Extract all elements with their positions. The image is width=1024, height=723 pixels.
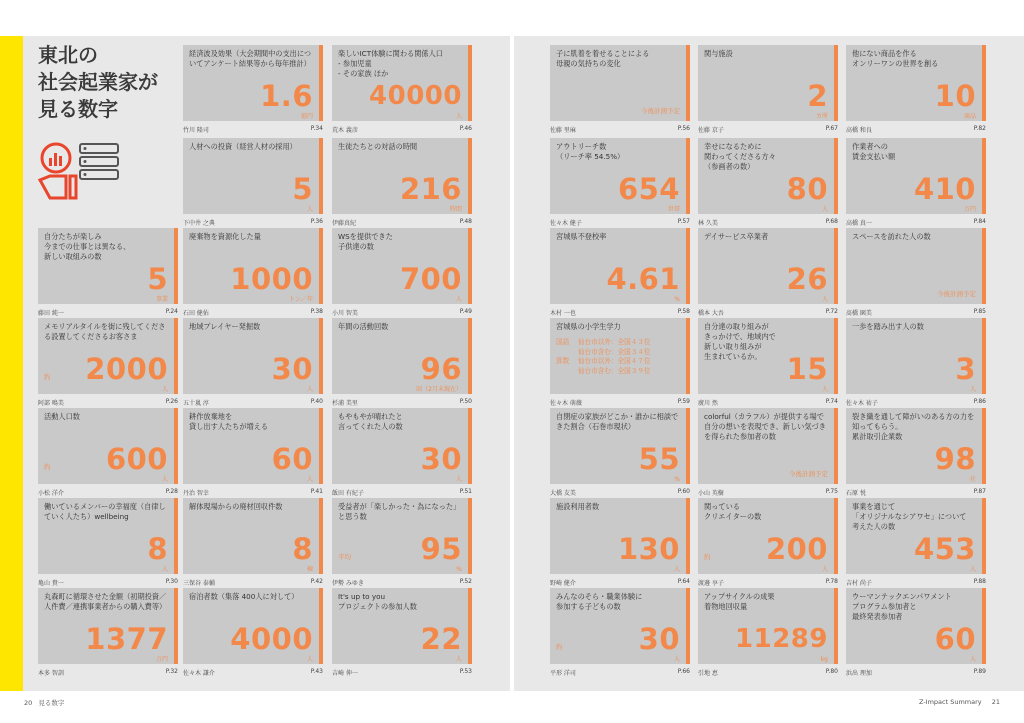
metric-unit: カ所 [815, 113, 828, 120]
metric-card [183, 138, 323, 214]
metric-card [698, 138, 838, 214]
metric-card [183, 588, 323, 664]
metric-unit: 人 [821, 566, 828, 573]
page-reference: P.43 [310, 668, 323, 675]
metric-label: 人材への投資（経営人材の採用） [189, 142, 297, 151]
metric-card [698, 588, 838, 664]
metric-value: 5 [147, 262, 168, 296]
metric-card [698, 228, 838, 304]
metric-card [550, 498, 690, 574]
page-reference: P.80 [825, 668, 838, 675]
metric-label: 生徒たちとの対話の時間 [338, 142, 418, 151]
metric-label: もやもやが晴れたと 言ってくれた人の数 [338, 412, 403, 431]
author-name: 亀山 貴一 [38, 580, 64, 587]
page-reference: P.36 [310, 218, 323, 225]
author-name: 小松 洋介 [38, 490, 64, 497]
metric-unit: 人 [673, 566, 680, 573]
metric-unit: 人 [161, 476, 168, 483]
folio-left-label: 見る数字 [38, 699, 65, 707]
page-reference: P.57 [677, 218, 690, 225]
metric-label: 受益者が「楽しかった・為になった」と思う数 [338, 502, 461, 521]
metric-value: 2000 [85, 352, 168, 386]
page-reference: P.30 [165, 578, 178, 585]
metric-card [846, 498, 986, 574]
metric-unit: 人 [969, 656, 976, 663]
metric-value: 3 [955, 352, 976, 386]
rank-text: 仙台市以外：全国４７位 [578, 357, 651, 365]
metric-label: みんなのそら・職業体験に 参加する子どもの数 [556, 592, 643, 611]
metric-prefix: 平均 [338, 553, 351, 561]
metric-label: 自分たちが楽しみ 今までの仕事とは異なる、 新しい取組みの数 [44, 232, 131, 261]
metric-value: 8 [292, 532, 313, 566]
rank-item [556, 348, 680, 358]
metric-card [38, 228, 178, 304]
rank-subject: 算数 [556, 357, 570, 365]
metric-value: 30 [420, 442, 462, 476]
rank-item [556, 338, 680, 348]
metric-value: 600 [105, 442, 168, 476]
metric-card [698, 318, 838, 394]
metric-card [698, 45, 838, 121]
page-reference: P.50 [459, 398, 472, 405]
page-reference: P.68 [825, 218, 838, 225]
author-name: 飯田 有紀子 [332, 490, 364, 497]
author-name: 高橋 真一 [846, 220, 872, 227]
metric-card [846, 318, 986, 394]
metric-unit: 人 [161, 386, 168, 393]
metric-label: スペースを訪れた人の数 [852, 232, 931, 241]
metric-card [332, 408, 472, 484]
author-name: 伊藤真紀 [332, 220, 357, 227]
metric-value: 2 [807, 79, 828, 113]
metric-unit: 人 [455, 656, 462, 663]
page-reference: P.48 [459, 218, 472, 225]
metric-card [332, 45, 472, 121]
metric-unit: 万円 [963, 206, 976, 213]
metric-card [38, 498, 178, 574]
metric-label: 宮城県の小学生学力 [556, 322, 621, 331]
metric-unit: 人 [969, 566, 976, 573]
author-name: 廣川 然 [698, 400, 718, 407]
metric-unit: 億円 [300, 113, 313, 120]
metric-prefix: 約 [704, 553, 711, 561]
metric-prefix: 約 [556, 643, 563, 651]
metric-unit: 棟 [306, 566, 313, 573]
metric-unit: 人 [306, 476, 313, 483]
metric-value: 410 [913, 172, 976, 206]
author-name: 三保谷 泰輔 [183, 580, 215, 587]
folio-left [24, 698, 64, 707]
author-name: 下中井 之典 [183, 220, 215, 227]
author-name: 小川 智美 [332, 310, 358, 317]
rank-item [556, 357, 680, 367]
metric-value: 95 [420, 532, 462, 566]
author-name: 佐々木 謙介 [183, 670, 215, 677]
metric-unit: 人 [821, 206, 828, 213]
metric-label: 子に肌着を着せることによる 母親の気持ちの変化 [556, 49, 650, 68]
page-reference: P.46 [459, 125, 472, 132]
author-name: 野崎 健介 [550, 580, 576, 587]
author-name: 佐藤 京子 [698, 127, 724, 134]
author-name: 佐藤 里麻 [550, 127, 576, 134]
metric-value: 200 [765, 532, 828, 566]
planned-note: 今後計測予定 [937, 290, 976, 298]
metric-card [183, 228, 323, 304]
metric-unit: 人 [306, 386, 313, 393]
metric-value: 15 [786, 352, 828, 386]
planned-note: 今後計測予定 [641, 107, 680, 115]
metric-prefix: 約 [44, 373, 51, 381]
metric-card [846, 228, 986, 304]
author-name: 吉崎 伸一 [332, 670, 358, 677]
folio-right-number: 21 [991, 698, 1000, 706]
page-reference: P.67 [825, 125, 838, 132]
author-name: 石田 健佑 [183, 310, 209, 317]
metric-label: 廃棄物を資源化した量 [189, 232, 261, 241]
author-name: 阿部 鳴美 [38, 400, 64, 407]
author-name: 小山 英樹 [698, 490, 724, 497]
page-reference: P.26 [165, 398, 178, 405]
folio-left-number: 20 [24, 699, 33, 707]
rank-subject: 国語 [556, 338, 570, 346]
author-name: 五十嵐 淳 [183, 400, 209, 407]
metric-card [38, 408, 178, 484]
metric-unit: 人 [161, 566, 168, 573]
rank-list [556, 338, 680, 376]
metric-label: 解体現場からの廃材回収件数 [189, 502, 283, 511]
page-reference: P.40 [310, 398, 323, 405]
metric-value: 60 [934, 622, 976, 656]
metric-label: 年間の活動回数 [338, 322, 389, 331]
metric-card [698, 498, 838, 574]
metric-unit: トン／年 [288, 296, 313, 303]
metric-value: 700 [399, 262, 462, 296]
metric-unit: 人 [821, 296, 828, 303]
metric-unit: 人 [306, 656, 313, 663]
metric-label: 関与施設 [704, 49, 733, 58]
page-reference: P.75 [825, 488, 838, 495]
metric-card [550, 228, 690, 304]
metric-unit: 人 [306, 206, 313, 213]
metric-value: 4000 [230, 622, 313, 656]
metric-label: ウーマンテックエンパワメント プログラム参加者と 最終発表参加者 [852, 592, 952, 621]
metric-card [332, 588, 472, 664]
metric-unit: 時間 [449, 206, 462, 213]
metric-label: デイサービス卒業者 [704, 232, 769, 241]
author-name: 佐々木 萌薇 [550, 400, 582, 407]
author-name: 吉村 尚子 [846, 580, 872, 587]
author-name: 大橋 友美 [550, 490, 576, 497]
metric-label: メモリアルタイルを街に残してくださる設置してくださるお客さま [44, 322, 166, 341]
metric-value: 8 [147, 532, 168, 566]
metric-card [183, 498, 323, 574]
metric-card [38, 318, 178, 394]
author-name: 引地 恵 [698, 670, 718, 677]
rank-text: 仙台市含む：全国３９位 [578, 366, 651, 375]
metric-value: 654 [617, 172, 680, 206]
author-name: 佐々木 祐子 [846, 400, 878, 407]
metric-card [183, 318, 323, 394]
metric-value: 11289 [735, 624, 828, 654]
metric-value: 1.6 [260, 79, 313, 113]
rank-item [556, 367, 680, 377]
metric-value: 1377 [85, 622, 168, 656]
metric-card [846, 408, 986, 484]
metric-label: 活動人口数 [44, 412, 80, 421]
metric-card [550, 138, 690, 214]
metric-unit: 人 [455, 476, 462, 483]
metric-value: 216 [399, 172, 462, 206]
page-reference: P.51 [459, 488, 472, 495]
metric-label: 宮城県不登校率 [556, 232, 607, 241]
metric-value: 26 [786, 262, 828, 296]
metric-label: WSを提供できた 子供達の数 [338, 232, 393, 251]
metric-card [332, 138, 472, 214]
metric-label: 他にない商品を作る オンリーワンの世界を創る [852, 49, 939, 68]
metric-label: 自閉症の家族がどこか・誰かに相談できた割合（石巻市現状） [556, 412, 679, 431]
metric-unit: 回（2月末現在） [416, 386, 462, 393]
metric-value: 453 [913, 532, 976, 566]
metric-card [550, 408, 690, 484]
rank-text: 仙台市含む：全国３４位 [578, 347, 651, 356]
author-name: 伊勢 みゆき [332, 580, 364, 587]
page-reference: P.87 [973, 488, 986, 495]
planned-note: 今後計測予定 [789, 470, 828, 478]
metric-card [332, 318, 472, 394]
page-reference: P.28 [165, 488, 178, 495]
page-reference: P.66 [677, 668, 690, 675]
metric-value: 30 [271, 352, 313, 386]
metric-unit: 事業 [155, 296, 168, 303]
page-reference: P.74 [825, 398, 838, 405]
metric-value: 10 [934, 79, 976, 113]
metric-card [183, 408, 323, 484]
author-name: 橋本 大吾 [698, 310, 724, 317]
page-reference: P.86 [973, 398, 986, 405]
page-reference: P.49 [459, 308, 472, 315]
metric-label: 作業者への 賃金支払い額 [852, 142, 896, 161]
metric-unit: % [674, 296, 680, 303]
page-reference: P.38 [310, 308, 323, 315]
page-title: 東北の 社会起業家が 見る数字 [38, 43, 158, 121]
author-name: 佐々木 健子 [550, 220, 582, 227]
metric-label: 丸森町に循環させた金額（初期投資／人件費／連携事業者からの購入費等） [44, 592, 167, 611]
yellow-accent-bar [0, 36, 23, 691]
metric-value: 30 [638, 622, 680, 656]
metric-label: 幸せになるために 関わってくださる方々 （参画者の数） [704, 142, 776, 171]
page-reference: P.24 [165, 308, 178, 315]
author-name: 杉浦 美里 [332, 400, 358, 407]
metric-card [183, 45, 323, 121]
metric-label: 施設利用者数 [556, 502, 600, 511]
metric-value: 96 [420, 352, 462, 386]
metric-label: 裂き織を通して障がいのある方の力を知ってもらう。 累計取引企業数 [852, 412, 975, 441]
metric-unit: kg [820, 656, 828, 663]
author-name: 木村 一也 [550, 310, 576, 317]
metric-label: 地域プレイヤー発掘数 [189, 322, 261, 331]
metric-value: 130 [617, 532, 680, 566]
metric-value: 1000 [230, 262, 313, 296]
metric-value: 55 [638, 442, 680, 476]
metric-card [550, 318, 690, 394]
metric-unit: 万円 [155, 656, 168, 663]
page-reference: P.59 [677, 398, 690, 405]
metric-label: 宿泊者数（集落 400人に対して） [189, 592, 299, 601]
page-reference: P.58 [677, 308, 690, 315]
metric-label: アップサイクルの成果 着物地回収量 [704, 592, 775, 611]
author-name: 渡邊 享子 [698, 580, 724, 587]
rank-text: 仙台市以外：全国４３位 [578, 338, 651, 346]
page-reference: P.34 [310, 125, 323, 132]
page-reference: P.56 [677, 125, 690, 132]
page-reference: P.41 [310, 488, 323, 495]
metric-card [550, 45, 690, 121]
metric-label: 関っている クリエイターの数 [704, 502, 762, 521]
page-reference: P.53 [459, 668, 472, 675]
author-name: 丹治 智幸 [183, 490, 209, 497]
metric-card [550, 588, 690, 664]
page-reference: P.84 [973, 218, 986, 225]
metric-value: 22 [420, 622, 462, 656]
metric-label: 事業を通じて 「オリジナルなシアワセ」について 考えた人の数 [852, 502, 967, 531]
metric-label: 楽しいICT体験に関わる関係人口 - 参加児童 - その家族 ほか [338, 49, 443, 78]
author-name: 荒木 義彦 [332, 127, 358, 134]
author-name: 竹川 隆司 [183, 127, 209, 134]
author-name: 高橋 和良 [846, 127, 872, 134]
metric-unit: 世帯 [667, 206, 680, 213]
metric-prefix: 約 [44, 463, 51, 471]
metric-label: 働いているメンバーの幸福度（自律していく人たち）wellbeing [44, 502, 166, 521]
metric-unit: 社 [969, 476, 976, 483]
metric-label: 経済波及効果（大会期間中の支出についてアンケート結果等から毎年推計） [189, 49, 312, 68]
author-name: 藤田 純一 [38, 310, 64, 317]
author-name: 浜出 理加 [846, 670, 872, 677]
metric-label: 一歩を踏み出す人の数 [852, 322, 924, 331]
metric-card [846, 588, 986, 664]
metric-label: アウトリーチ数 （リーチ率 54.5%） [556, 142, 625, 161]
metric-label: It's up to you プロジェクトの参加人数 [338, 592, 417, 611]
metric-unit: % [456, 566, 462, 573]
metric-label: 自分達の取り組みが きっかけで、地域内で 新しい取り組みが 生まれているか。 [704, 322, 776, 361]
metric-card [332, 228, 472, 304]
metric-unit: % [674, 476, 680, 483]
author-name: 林 久美 [698, 220, 718, 227]
page-reference: P.89 [973, 668, 986, 675]
metric-unit: 人 [969, 386, 976, 393]
page-reference: P.85 [973, 308, 986, 315]
metric-card [698, 408, 838, 484]
author-name: 平形 洋司 [550, 670, 576, 677]
page-reference: P.64 [677, 578, 690, 585]
folio-right [919, 698, 1000, 706]
metric-value: 80 [786, 172, 828, 206]
metric-card [38, 588, 178, 664]
metric-value: 5 [292, 172, 313, 206]
metric-value: 40000 [369, 81, 462, 111]
page-reference: P.82 [973, 125, 986, 132]
metric-card [332, 498, 472, 574]
page-reference: P.78 [825, 578, 838, 585]
page-reference: P.42 [310, 578, 323, 585]
page-reference: P.52 [459, 578, 472, 585]
metric-value: 60 [271, 442, 313, 476]
metric-value: 98 [934, 442, 976, 476]
metric-unit: 人 [673, 656, 680, 663]
author-name: 石原 悦 [846, 490, 866, 497]
page-reference: P.32 [165, 668, 178, 675]
metric-unit: 人 [821, 386, 828, 393]
metric-card [846, 138, 986, 214]
metric-unit: 人 [455, 296, 462, 303]
metric-card [846, 45, 986, 121]
page-reference: P.72 [825, 308, 838, 315]
page-reference: P.88 [973, 578, 986, 585]
folio-right-label: Z-Impact Summary [918, 698, 982, 706]
page-reference: P.60 [677, 488, 690, 495]
metric-value: 4.61 [606, 262, 680, 296]
author-name: 本多 智訓 [38, 670, 64, 677]
magnifier-data-icon [36, 140, 126, 202]
metric-unit: 商品 [963, 113, 976, 120]
metric-label: colorful（カラフル）が提供する場で自分の想いを表現でき、新しい気づきを得られた参加者の数 [704, 412, 826, 441]
metric-label: 耕作放棄地を 貸し出す人たちが増える [189, 412, 269, 431]
metric-unit: 人 [455, 113, 462, 120]
author-name: 髙橋 園美 [846, 310, 872, 317]
